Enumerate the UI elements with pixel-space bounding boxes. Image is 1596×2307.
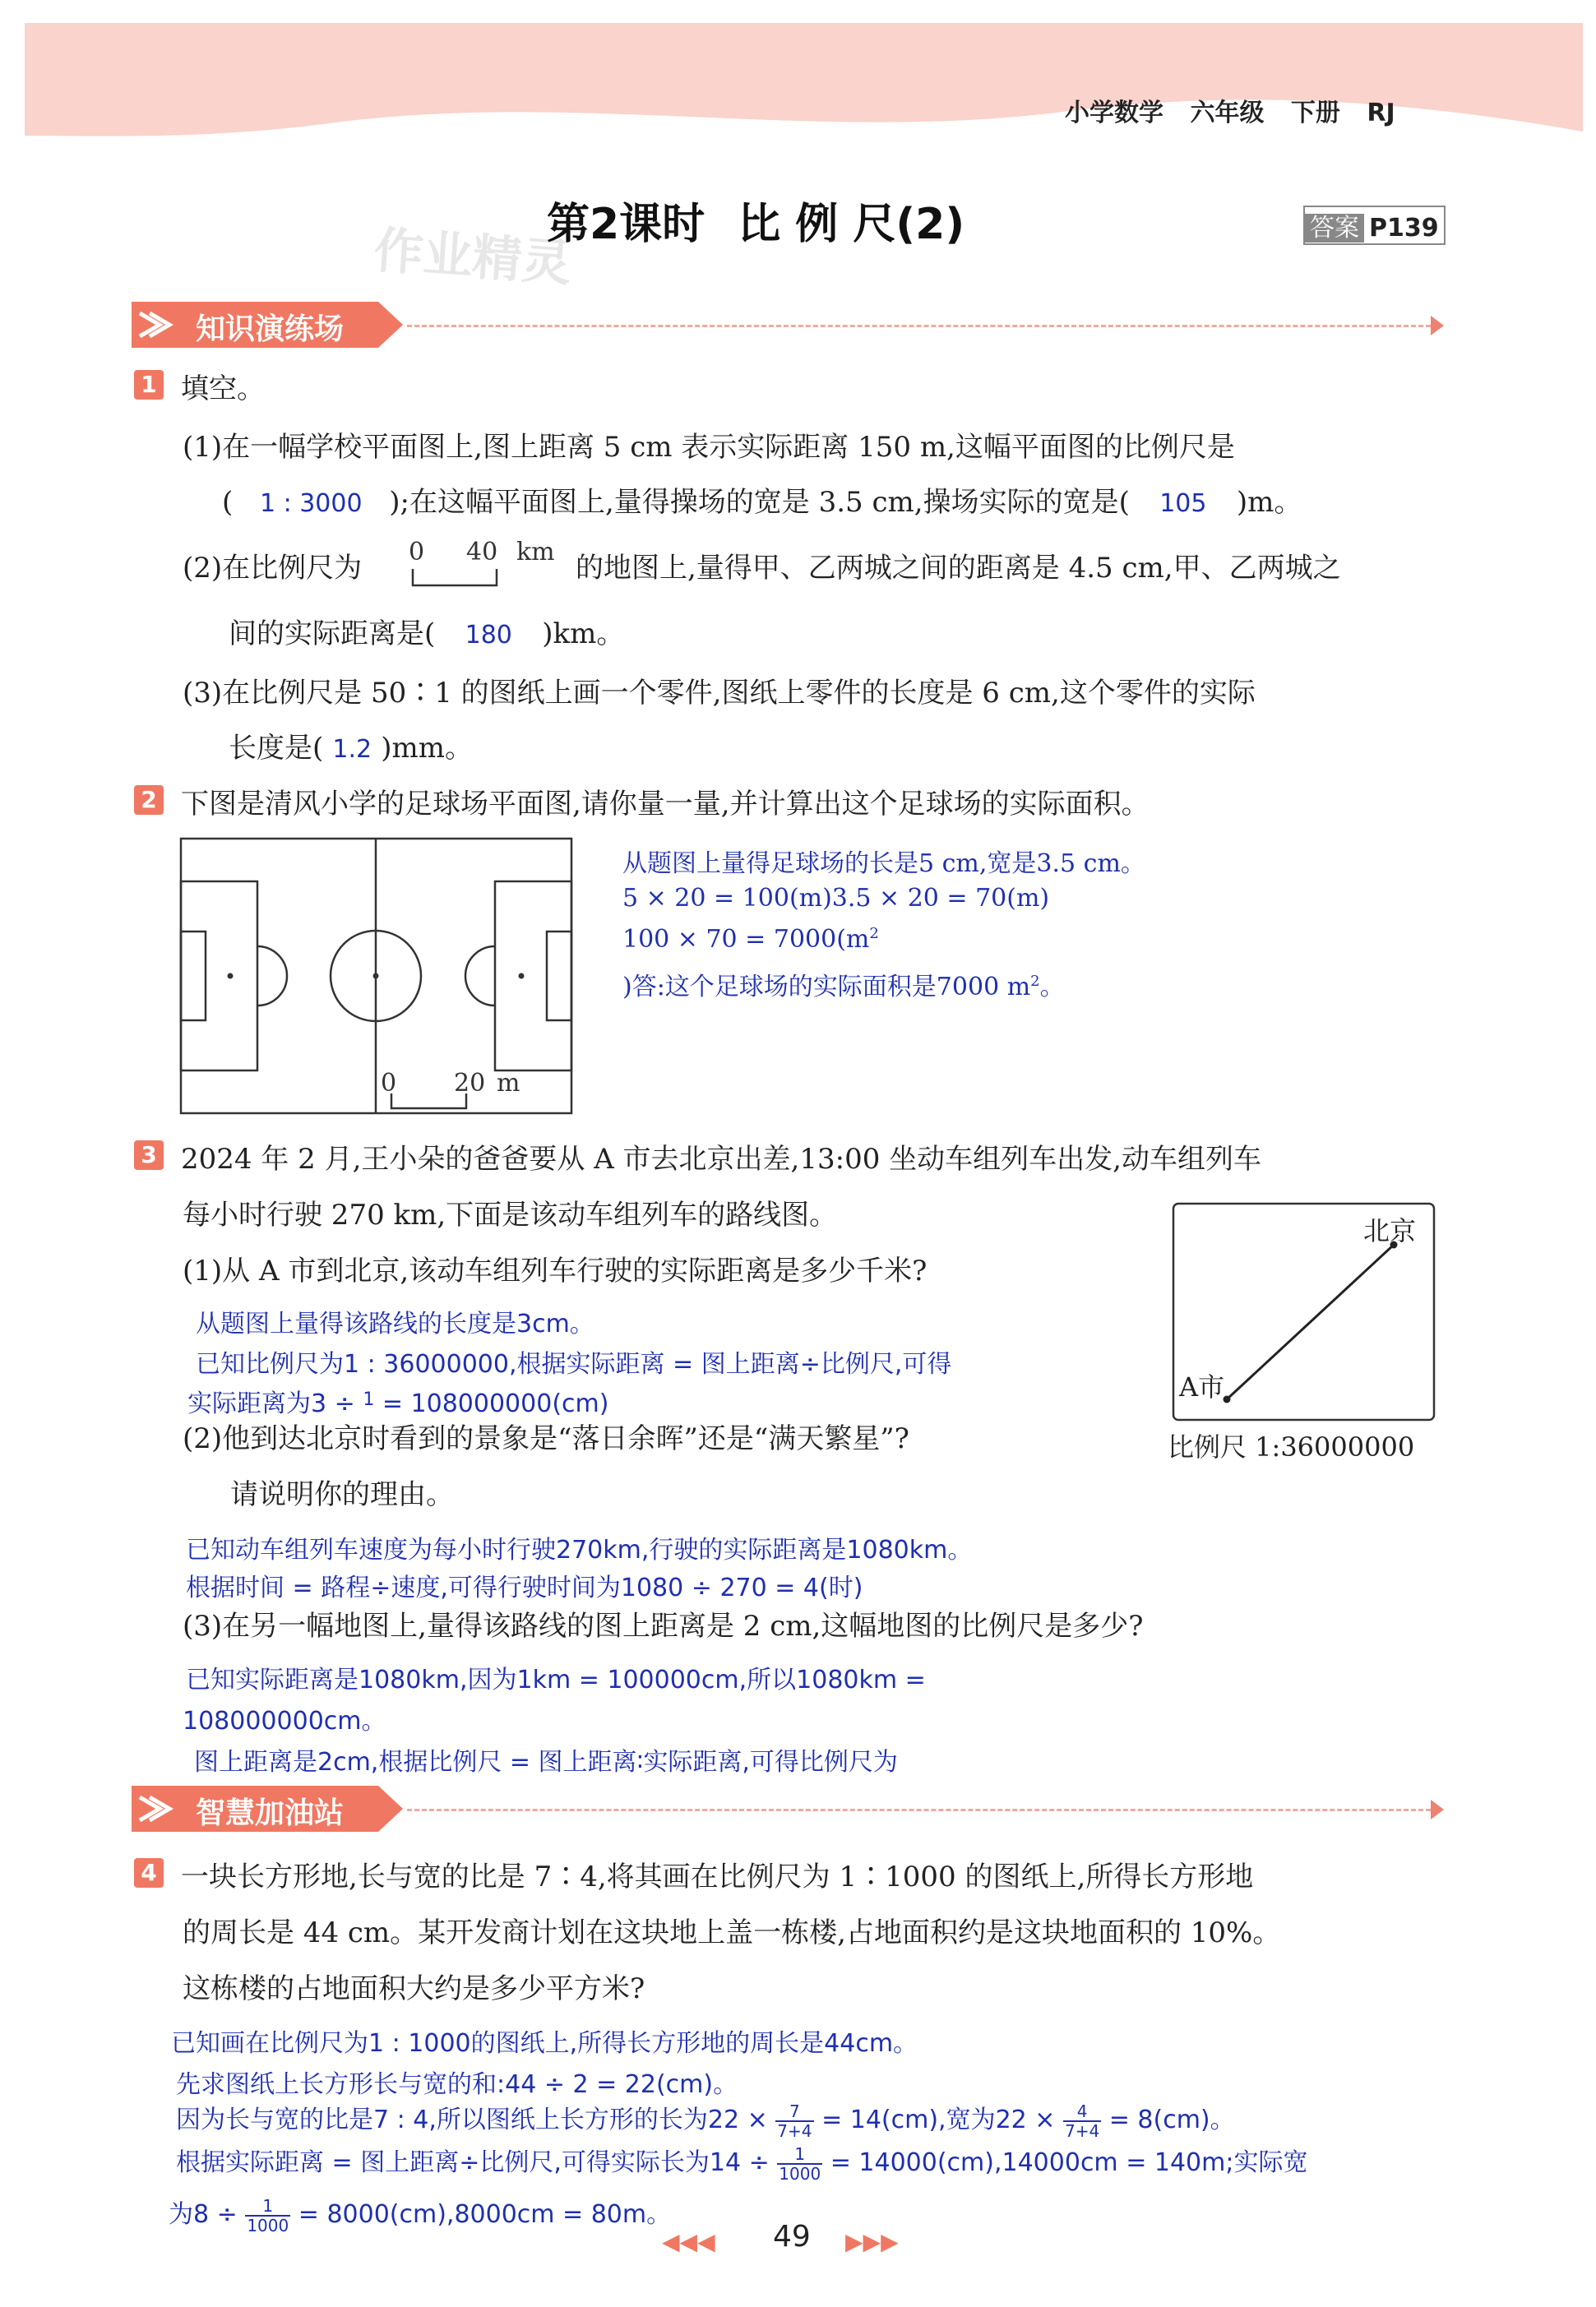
map-label-a-city: A市: [1179, 1371, 1225, 1403]
section-title-practice: 知识演练场: [196, 312, 345, 346]
q3-part1: (1)从 A 市到北京,该动车组列车行驶的实际距离是多少千米?: [183, 1255, 928, 1288]
lesson-label: 第2课时: [547, 200, 705, 249]
q4-answer-line1: 已知画在比例尺为1 : 1000的图纸上,所得长方形地的周长是44cm。: [171, 2029, 918, 2058]
map-label-beijing: 北京: [1363, 1215, 1417, 1246]
q4-fraction-width: $\frac{4}{7+4}$: [1064, 2101, 1100, 2141]
watermark: 作业精灵: [372, 221, 573, 294]
q4-stem-line3: 这栋楼的占地面积大约是多少平方米?: [183, 1972, 645, 2005]
q3-part3-answer-line1: 已知实际距离是1080km,因为1km = 100000cm,所以1080km =: [186, 1666, 926, 1694]
q1-part1-line2: ( 1 : 3000 );在这幅平面图上,量得操场的宽是 3.5 cm,操场实际的宽是( 105 )m。: [222, 486, 1302, 519]
answer-ref-page: P139: [1369, 214, 1439, 243]
q4-fraction-scale: $\frac{1}{1000}$: [779, 2143, 821, 2184]
q4-stem-line1: 一块长方形地,长与宽的比是 7∶4,将其画在比例尺为 1∶1000 的图纸上,所得长方形地: [181, 1861, 1254, 1893]
q3-part3-answer-line3: 图上距离是2cm,根据比例尺 = 图上距离∶实际距离,可得比例尺为: [194, 1748, 898, 1777]
question-number-1: 1: [134, 370, 164, 400]
q4-fraction-length: $\frac{7}{7+4}$: [777, 2101, 812, 2141]
section-title-challenge: 智慧加油站: [196, 1796, 345, 1830]
q3-part1-answer-line1: 从题图上量得该路线的长度是3cm。: [196, 1310, 594, 1338]
q3-part2-answer-line2: 根据时间 = 路程÷速度,可得行驶时间为1080 ÷ 270 = 4(时): [186, 1574, 863, 1602]
q3-part2-answer-line1: 已知动车组列车速度为每小时行驶270km,行驶的实际距离是1080km。: [186, 1536, 973, 1565]
page-number: 49: [773, 2220, 811, 2254]
q2-stem: 下图是清风小学的足球场平面图,请你量一量,并计算出这个足球场的实际面积。: [181, 788, 1150, 821]
footer-nav-right-icon: ▶▶▶: [845, 2228, 899, 2255]
q1-part1-answer2: 105: [1159, 489, 1207, 518]
header-volume: 下册: [1290, 99, 1340, 127]
q1-part1-line1: (1)在一幅学校平面图上,图上距离 5 cm 表示实际距离 150 m,这幅平面图的比例尺是: [183, 431, 1235, 464]
divider-arrow-icon: [1431, 316, 1444, 335]
q1-part1-answer1: 1 : 3000: [259, 489, 363, 518]
q1-part2-pre: (2)在比例尺为: [183, 552, 363, 585]
section-divider: [407, 325, 1431, 327]
q4-stem-line2: 的周长是 44 cm。某开发商计划在这块地上盖一栋楼,占地面积约是这块地面积的 10%。: [183, 1916, 1281, 1949]
q1-part2-answer: 180: [465, 621, 512, 650]
q1-part2-post: 的地图上,量得甲、乙两城之间的距离是 4.5 cm,甲、乙两城之: [576, 552, 1341, 585]
q1-scale-end: 40: [466, 538, 498, 566]
header-grade: 六年级: [1190, 99, 1265, 127]
lesson-topic: 比 例 尺(2): [738, 200, 965, 249]
question-number-3: 3: [134, 1140, 164, 1170]
divider-arrow-icon: [1431, 1800, 1444, 1819]
header-info: [1065, 92, 1395, 128]
q3-part1-answer-line3: 实际距离为3 ÷ $^1$ = 108000000(cm): [187, 1389, 609, 1418]
answer-reference: [1303, 206, 1446, 245]
map-scale: 比例尺 1:36000000: [1168, 1431, 1415, 1463]
q1-scale-start: 0: [409, 538, 425, 566]
header-edition: RJ: [1367, 99, 1395, 127]
q4-answer-line4: 根据实际距离 = 图上距离÷比例尺,可得实际长为14 ÷ $\frac{1}{1000}$ = 14000(cm),14000cm = 140m;实际宽: [176, 2143, 1308, 2184]
q4-fraction-scale-2: $\frac{1}{1000}$: [247, 2195, 289, 2235]
q3-stem-line1: 2024 年 2 月,王小朵的爸爸要从 A 市去北京出差,13:00 坐动车组列车出发,动车组列车: [181, 1143, 1261, 1176]
q3-part2-line1: (2)他到达北京时看到的景象是“落日余晖”还是“满天繁星”?: [183, 1422, 909, 1455]
q2-scale-unit: m: [497, 1069, 520, 1098]
q3-part1-answer-clip: [187, 1376, 722, 1418]
q2-answer-line2: 5 × 20 = 100(m)3.5 × 20 = 70(m): [622, 884, 1050, 913]
page-title: [547, 189, 965, 251]
q3-part1-answer-line2: 已知比例尺为1 : 36000000,根据实际距离 = 图上距离÷比例尺,可得: [196, 1350, 952, 1379]
q4-answer-line2: 先求图纸上长方形长与宽的和:44 ÷ 2 = 22(cm)。: [176, 2070, 738, 2099]
answer-ref-label: 答案: [1305, 214, 1364, 243]
q2-answer-line3: $100 \times 70 = 7000(m^2$: [622, 925, 879, 954]
q2-answer-line4: )答:这个足球场的实际面积是7000 $m^2$。: [622, 973, 1065, 1001]
q3-part2-answer-clip: [186, 1562, 1173, 1602]
q2-answer-line1: 从题图上量得足球场的长是5 cm,宽是3.5 cm。: [622, 849, 1145, 878]
q3-part3: (3)在另一幅地图上,量得该路线的图上距离是 2 cm,这幅地图的比例尺是多少?: [183, 1610, 1144, 1643]
q1-part2-line2: 间的实际距离是( 180 )km。: [229, 617, 625, 650]
q2-scale-end: 20: [454, 1069, 486, 1098]
q1-part3-answer: 1.2: [332, 735, 372, 764]
q3-stem-line2: 每小时行驶 270 km,下面是该动车组列车的路线图。: [183, 1199, 838, 1232]
q1-part3-line1: (3)在比例尺是 50∶1 的图纸上画一个零件,图纸上零件的长度是 6 cm,这个零件的实际: [183, 677, 1256, 710]
q2-scale-start: 0: [381, 1069, 397, 1098]
q4-answer-line5: 为8 ÷ $\frac{1}{1000}$ = 8000(cm),8000cm = 80m。: [169, 2195, 672, 2235]
q1-stem: 填空。: [181, 372, 265, 405]
q3-part3-answer-line2: 108000000cm。: [183, 1707, 386, 1736]
q1-scale-unit: km: [516, 538, 555, 566]
header-subject: 小学数学: [1065, 99, 1163, 127]
q4-answer-clip: [169, 2189, 1073, 2235]
section-divider-2: [407, 1809, 1431, 1811]
question-number-4: 4: [134, 1858, 164, 1888]
question-number-2: 2: [134, 785, 164, 815]
q1-scale-bar: [411, 567, 502, 588]
q3-part2-line2: 请说明你的理由。: [230, 1478, 454, 1511]
q1-part3-line2: 长度是( 1.2 )mm。: [229, 732, 474, 765]
footer-nav-left-icon: ◀◀◀: [662, 2228, 715, 2255]
q4-answer-line3: 因为长与宽的比是7 : 4,所以图纸上长方形的长为22 × $\frac{7}{7+4}$ = 14(cm),宽为22 × $\frac{4}{7+4}$ = 8(cm)。: [176, 2101, 1235, 2141]
